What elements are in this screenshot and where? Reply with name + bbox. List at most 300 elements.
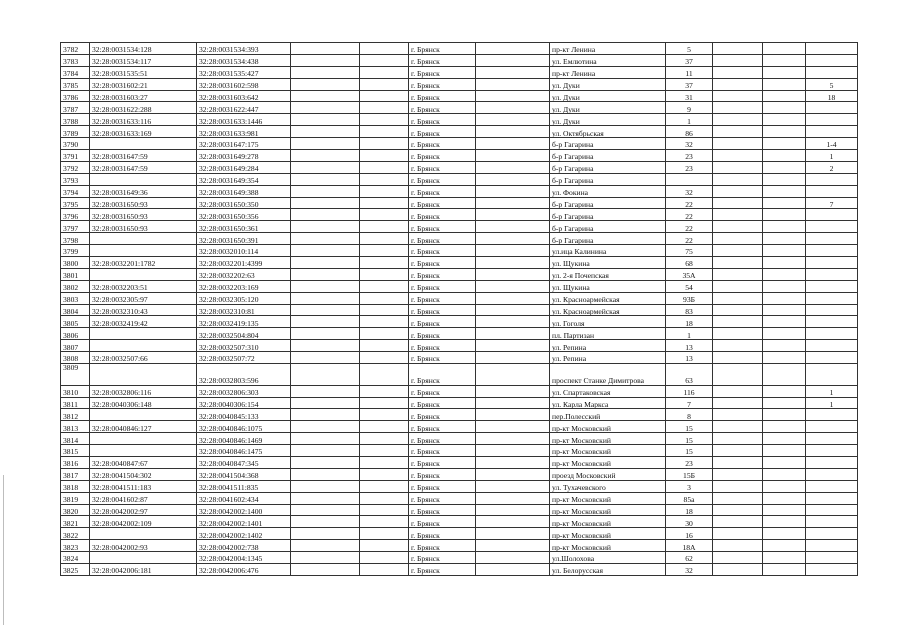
blank-cell <box>476 409 550 421</box>
blank-cell <box>476 516 550 528</box>
blank-cell <box>360 185 409 197</box>
blank-cell <box>291 552 360 564</box>
cadastral-number-parcel: 32:28:0032806:116 <box>90 385 197 397</box>
blank-cell <box>291 102 360 114</box>
blank-cell <box>360 66 409 78</box>
row-number: 3784 <box>61 66 90 78</box>
blank-cell <box>291 516 360 528</box>
blank-cell <box>713 516 763 528</box>
blank-cell <box>763 421 806 433</box>
blank-cell <box>713 292 763 304</box>
cadastral-number-object: 32:28:0040306:154 <box>197 397 291 409</box>
cadastral-number-parcel: 32:28:0031534:128 <box>90 43 197 55</box>
house-number: 23 <box>666 161 713 173</box>
blank-cell <box>360 480 409 492</box>
city: г. Брянск <box>409 456 476 468</box>
blank-cell <box>476 352 550 364</box>
cadastral-number-object: 32:28:0042002:1401 <box>197 516 291 528</box>
blank-cell <box>360 564 409 576</box>
row-number: 3782 <box>61 43 90 55</box>
blank-cell <box>763 433 806 445</box>
cadastral-number-object: 32:28:0031633:981 <box>197 126 291 138</box>
cadastral-number-parcel <box>90 233 197 245</box>
city: г. Брянск <box>409 540 476 552</box>
table-row <box>61 233 858 245</box>
blank-cell <box>291 43 360 55</box>
cadastral-number-parcel: 32:28:0031647:59 <box>90 150 197 162</box>
blank-cell <box>713 433 763 445</box>
blank-cell <box>763 316 806 328</box>
blank-cell <box>360 173 409 185</box>
row-number: 3816 <box>61 456 90 468</box>
blank-cell <box>713 564 763 576</box>
blank-cell <box>476 480 550 492</box>
row-number: 3824 <box>61 552 90 564</box>
row-number: 3797 <box>61 221 90 233</box>
blank-cell <box>360 138 409 150</box>
house-number: 35А <box>666 268 713 280</box>
blank-cell <box>713 78 763 90</box>
blank-cell <box>291 340 360 352</box>
city: г. Брянск <box>409 114 476 126</box>
cadastral-number-parcel <box>90 138 197 150</box>
table-row <box>61 468 858 480</box>
street: пр-кт Московский <box>550 445 666 457</box>
blank-cell <box>763 385 806 397</box>
table-row <box>61 433 858 445</box>
street: ул. Октябрьская <box>550 126 666 138</box>
row-number: 3822 <box>61 528 90 540</box>
apartment-number <box>806 516 858 528</box>
city: г. Брянск <box>409 292 476 304</box>
blank-cell <box>360 364 409 386</box>
blank-cell <box>291 185 360 197</box>
row-number: 3805 <box>61 316 90 328</box>
table-row <box>61 492 858 504</box>
house-number: 8 <box>666 409 713 421</box>
table-row <box>61 280 858 292</box>
cadastral-number-parcel <box>90 328 197 340</box>
cadastral-number-parcel <box>90 340 197 352</box>
city: г. Брянск <box>409 197 476 209</box>
table-row <box>61 161 858 173</box>
street: пр-кт Московский <box>550 504 666 516</box>
cadastral-number-object: 32:28:0032305:120 <box>197 292 291 304</box>
blank-cell <box>476 209 550 221</box>
blank-cell <box>360 409 409 421</box>
apartment-number <box>806 245 858 257</box>
table-row <box>61 245 858 257</box>
table-row <box>61 185 858 197</box>
blank-cell <box>713 397 763 409</box>
house-number: 15Б <box>666 468 713 480</box>
row-number: 3820 <box>61 504 90 516</box>
table-row <box>61 364 858 386</box>
blank-cell <box>476 102 550 114</box>
row-number: 3802 <box>61 280 90 292</box>
blank-cell <box>713 138 763 150</box>
table-row <box>61 456 858 468</box>
row-number: 3804 <box>61 304 90 316</box>
apartment-number <box>806 114 858 126</box>
blank-cell <box>476 540 550 552</box>
blank-cell <box>476 468 550 480</box>
cadastral-number-object: 32:28:0032803:596 <box>197 364 291 386</box>
blank-cell <box>476 528 550 540</box>
blank-cell <box>713 421 763 433</box>
row-number: 3817 <box>61 468 90 480</box>
apartment-number <box>806 492 858 504</box>
house-number: 22 <box>666 197 713 209</box>
city: г. Брянск <box>409 54 476 66</box>
blank-cell <box>763 340 806 352</box>
blank-cell <box>713 552 763 564</box>
street: пр-кт Московский <box>550 528 666 540</box>
blank-cell <box>291 421 360 433</box>
apartment-number <box>806 445 858 457</box>
cadastral-number-parcel <box>90 173 197 185</box>
city: г. Брянск <box>409 78 476 90</box>
blank-cell <box>291 54 360 66</box>
blank-cell <box>291 173 360 185</box>
street: ул. Щукина <box>550 280 666 292</box>
city: г. Брянск <box>409 528 476 540</box>
table-row <box>61 66 858 78</box>
blank-cell <box>763 150 806 162</box>
blank-cell <box>476 78 550 90</box>
apartment-number <box>806 328 858 340</box>
cadastral-number-parcel <box>90 245 197 257</box>
blank-cell <box>360 280 409 292</box>
blank-cell <box>476 66 550 78</box>
blank-cell <box>360 221 409 233</box>
blank-cell <box>713 173 763 185</box>
cadastral-number-parcel: 32:28:0032310:43 <box>90 304 197 316</box>
blank-cell <box>360 328 409 340</box>
city: г. Брянск <box>409 352 476 364</box>
blank-cell <box>291 280 360 292</box>
cadastral-number-object: 32:28:0032202:63 <box>197 268 291 280</box>
street: ул. Гоголя <box>550 316 666 328</box>
table-row <box>61 90 858 102</box>
city: г. Брянск <box>409 268 476 280</box>
blank-cell <box>476 397 550 409</box>
blank-cell <box>291 90 360 102</box>
table-row <box>61 445 858 457</box>
blank-cell <box>713 197 763 209</box>
cadastral-number-object: 32:28:0031603:642 <box>197 90 291 102</box>
blank-cell <box>291 233 360 245</box>
blank-cell <box>763 540 806 552</box>
blank-cell <box>713 54 763 66</box>
blank-cell <box>360 209 409 221</box>
street: ул. Красноармейская <box>550 292 666 304</box>
blank-cell <box>291 540 360 552</box>
apartment-number <box>806 185 858 197</box>
house-number: 37 <box>666 54 713 66</box>
apartment-number <box>806 504 858 516</box>
row-number: 3791 <box>61 150 90 162</box>
blank-cell <box>763 445 806 457</box>
cadastral-number-parcel <box>90 433 197 445</box>
house-number: 9 <box>666 102 713 114</box>
scan-edge-line <box>3 475 4 625</box>
cadastral-number-object: 32:28:0031650:350 <box>197 197 291 209</box>
apartment-number <box>806 456 858 468</box>
blank-cell <box>476 328 550 340</box>
blank-cell <box>763 292 806 304</box>
cadastral-number-parcel: 32:28:0042002:97 <box>90 504 197 516</box>
blank-cell <box>763 564 806 576</box>
street: б-р Гагарина <box>550 197 666 209</box>
blank-cell <box>476 504 550 516</box>
cadastral-number-object: 32:28:0040847:345 <box>197 456 291 468</box>
cadastral-number-object: 32:28:0032203:169 <box>197 280 291 292</box>
blank-cell <box>360 504 409 516</box>
row-number: 3801 <box>61 268 90 280</box>
street: ул. Красноармейская <box>550 304 666 316</box>
cadastral-number-parcel: 32:28:0031633:169 <box>90 126 197 138</box>
street: пр-кт Ленина <box>550 43 666 55</box>
blank-cell <box>360 78 409 90</box>
row-number: 3814 <box>61 433 90 445</box>
blank-cell <box>713 468 763 480</box>
apartment-number <box>806 304 858 316</box>
blank-cell <box>476 492 550 504</box>
table-row <box>61 340 858 352</box>
house-number <box>666 173 713 185</box>
blank-cell <box>291 304 360 316</box>
table-row <box>61 516 858 528</box>
table-row <box>61 209 858 221</box>
blank-cell <box>763 43 806 55</box>
blank-cell <box>476 445 550 457</box>
blank-cell <box>291 352 360 364</box>
blank-cell <box>476 114 550 126</box>
cadastral-number-object: 32:28:0031647:175 <box>197 138 291 150</box>
blank-cell <box>360 90 409 102</box>
city: г. Брянск <box>409 516 476 528</box>
blank-cell <box>291 480 360 492</box>
apartment-number <box>806 126 858 138</box>
blank-cell <box>360 397 409 409</box>
city: г. Брянск <box>409 280 476 292</box>
blank-cell <box>476 43 550 55</box>
blank-cell <box>291 209 360 221</box>
cadastral-number-object: 32:28:0041511:835 <box>197 480 291 492</box>
house-number: 13 <box>666 340 713 352</box>
blank-cell <box>713 268 763 280</box>
blank-cell <box>763 304 806 316</box>
cadastral-number-parcel: 32:28:0031647:59 <box>90 161 197 173</box>
cadastral-number-object: 32:28:0041602:434 <box>197 492 291 504</box>
blank-cell <box>291 385 360 397</box>
blank-cell <box>360 552 409 564</box>
row-number: 3815 <box>61 445 90 457</box>
cadastral-number-object: 32:28:0041504:368 <box>197 468 291 480</box>
house-number: 62 <box>666 552 713 564</box>
cadastral-number-parcel: 32:28:0032201:1782 <box>90 257 197 269</box>
city: г. Брянск <box>409 173 476 185</box>
house-number: 23 <box>666 150 713 162</box>
house-number: 54 <box>666 280 713 292</box>
blank-cell <box>476 304 550 316</box>
blank-cell <box>713 245 763 257</box>
cadastral-number-object: 32:28:0042002:738 <box>197 540 291 552</box>
city: г. Брянск <box>409 257 476 269</box>
blank-cell <box>476 564 550 576</box>
blank-cell <box>713 364 763 386</box>
apartment-number: 5 <box>806 78 858 90</box>
blank-cell <box>763 173 806 185</box>
apartment-number: 18 <box>806 90 858 102</box>
blank-cell <box>291 126 360 138</box>
blank-cell <box>763 126 806 138</box>
house-number: 32 <box>666 564 713 576</box>
cadastral-number-object: 32:28:0040846:1475 <box>197 445 291 457</box>
blank-cell <box>713 185 763 197</box>
blank-cell <box>476 150 550 162</box>
cadastral-number-parcel: 32:28:0031534:117 <box>90 54 197 66</box>
table-row <box>61 78 858 90</box>
house-number: 11 <box>666 66 713 78</box>
street: ул. Дуки <box>550 102 666 114</box>
house-number: 63 <box>666 364 713 386</box>
cadastral-number-parcel: 32:28:0031650:93 <box>90 209 197 221</box>
blank-cell <box>763 114 806 126</box>
cadastral-number-parcel: 32:28:0031633:116 <box>90 114 197 126</box>
house-number: 32 <box>666 185 713 197</box>
blank-cell <box>713 528 763 540</box>
row-number: 3821 <box>61 516 90 528</box>
house-number: 86 <box>666 126 713 138</box>
row-number: 3785 <box>61 78 90 90</box>
apartment-number <box>806 268 858 280</box>
blank-cell <box>476 197 550 209</box>
cadastral-number-object: 32:28:0032419:135 <box>197 316 291 328</box>
table-row <box>61 504 858 516</box>
blank-cell <box>713 456 763 468</box>
blank-cell <box>763 504 806 516</box>
blank-cell <box>360 43 409 55</box>
blank-cell <box>476 364 550 386</box>
blank-cell <box>476 185 550 197</box>
register-table-body <box>61 43 858 576</box>
house-number: 83 <box>666 304 713 316</box>
row-number: 3803 <box>61 292 90 304</box>
city: г. Брянск <box>409 138 476 150</box>
blank-cell <box>360 456 409 468</box>
cadastral-number-parcel: 32:28:0031650:93 <box>90 197 197 209</box>
cadastral-number-parcel: 32:28:0042006:181 <box>90 564 197 576</box>
row-number: 3799 <box>61 245 90 257</box>
cadastral-number-parcel <box>90 445 197 457</box>
blank-cell <box>713 102 763 114</box>
blank-cell <box>291 138 360 150</box>
row-number: 3787 <box>61 102 90 114</box>
table-row <box>61 268 858 280</box>
house-number: 18 <box>666 504 713 516</box>
blank-cell <box>763 397 806 409</box>
blank-cell <box>360 468 409 480</box>
row-number: 3818 <box>61 480 90 492</box>
blank-cell <box>360 304 409 316</box>
blank-cell <box>360 268 409 280</box>
blank-cell <box>763 257 806 269</box>
blank-cell <box>476 221 550 233</box>
table-row <box>61 126 858 138</box>
cadastral-number-object: 32:28:0031535:427 <box>197 66 291 78</box>
cadastral-number-parcel: 32:28:0032305:97 <box>90 292 197 304</box>
house-number: 15 <box>666 421 713 433</box>
cadastral-number-parcel: 32:28:0042002:93 <box>90 540 197 552</box>
street: пр-кт Московский <box>550 421 666 433</box>
city: г. Брянск <box>409 552 476 564</box>
blank-cell <box>476 340 550 352</box>
house-number: 18А <box>666 540 713 552</box>
blank-cell <box>713 126 763 138</box>
table-row <box>61 197 858 209</box>
table-row <box>61 385 858 397</box>
street: ул. Емлютина <box>550 54 666 66</box>
city: г. Брянск <box>409 492 476 504</box>
row-number: 3808 <box>61 352 90 364</box>
blank-cell <box>713 480 763 492</box>
blank-cell <box>713 90 763 102</box>
blank-cell <box>713 233 763 245</box>
cadastral-number-object: 32:28:0031633:1446 <box>197 114 291 126</box>
blank-cell <box>360 516 409 528</box>
apartment-number <box>806 540 858 552</box>
blank-cell <box>763 209 806 221</box>
blank-cell <box>763 138 806 150</box>
row-number: 3795 <box>61 197 90 209</box>
city: г. Брянск <box>409 209 476 221</box>
city: г. Брянск <box>409 43 476 55</box>
blank-cell <box>713 66 763 78</box>
row-number: 3783 <box>61 54 90 66</box>
blank-cell <box>360 233 409 245</box>
cadastral-number-parcel: 32:28:0032507:66 <box>90 352 197 364</box>
blank-cell <box>713 316 763 328</box>
blank-cell <box>360 445 409 457</box>
cadastral-number-parcel: 32:28:0040306:148 <box>90 397 197 409</box>
street: б-р Гагарина <box>550 161 666 173</box>
apartment-number <box>806 316 858 328</box>
blank-cell <box>360 161 409 173</box>
blank-cell <box>763 364 806 386</box>
cadastral-number-object: 32:28:0040846:1469 <box>197 433 291 445</box>
row-number: 3807 <box>61 340 90 352</box>
cadastral-number-object: 32:28:0032507:72 <box>197 352 291 364</box>
street: ул. Дуки <box>550 114 666 126</box>
house-number: 15 <box>666 445 713 457</box>
blank-cell <box>476 173 550 185</box>
apartment-number <box>806 54 858 66</box>
cadastral-number-parcel: 32:28:0032203:51 <box>90 280 197 292</box>
table-row <box>61 150 858 162</box>
blank-cell <box>713 409 763 421</box>
street: ул. Репина <box>550 352 666 364</box>
blank-cell <box>763 492 806 504</box>
blank-cell <box>291 161 360 173</box>
street: б-р Гагарина <box>550 138 666 150</box>
blank-cell <box>291 66 360 78</box>
street: ул. Репина <box>550 340 666 352</box>
cadastral-number-object: 32:28:0042002:1402 <box>197 528 291 540</box>
blank-cell <box>476 421 550 433</box>
row-number: 3796 <box>61 209 90 221</box>
